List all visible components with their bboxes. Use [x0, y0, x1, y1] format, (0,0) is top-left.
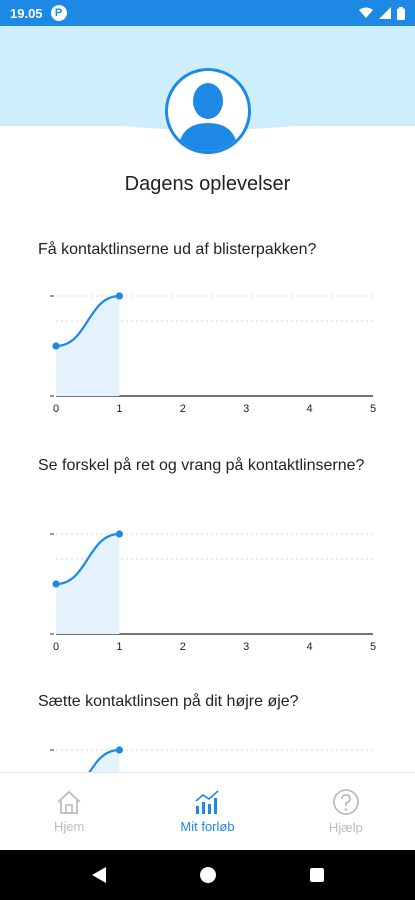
user-icon: [168, 71, 248, 151]
home-circle-icon[interactable]: [199, 866, 217, 884]
system-nav-bar: [0, 850, 415, 900]
data-point: [52, 342, 59, 349]
chart-area: [56, 534, 119, 634]
x-tick-label: 2: [179, 641, 186, 653]
x-tick-label: 1: [116, 403, 123, 415]
x-tick-label: 0: [52, 641, 60, 653]
x-tick-label: 4: [306, 403, 313, 415]
x-tick-label: 5: [369, 403, 377, 415]
nav-item-mit-forlob[interactable]: [152, 789, 262, 834]
chart-2-svg: [38, 524, 388, 664]
battery-icon: [397, 7, 405, 20]
status-time: 19.05: [10, 5, 43, 21]
chart-area: [56, 750, 119, 772]
data-point: [116, 292, 123, 299]
question-2: Se forskel på ret og vrang på kontaktlinserne?: [38, 457, 365, 474]
nav-label-mit-forlob: Mit forløb: [180, 819, 235, 834]
x-tick-label: 4: [306, 641, 313, 653]
wifi-icon: [359, 7, 373, 19]
x-tick-label: 5: [369, 641, 377, 653]
app-notification-icon: P: [51, 5, 67, 21]
x-tick-label: 3: [243, 641, 250, 653]
data-point: [52, 580, 59, 587]
data-point: [116, 530, 123, 537]
status-indicators: [359, 7, 405, 20]
bottom-nav: [0, 772, 415, 850]
x-tick-label: 1: [116, 641, 123, 653]
avatar[interactable]: [165, 68, 251, 154]
nav-item-help[interactable]: [291, 788, 401, 835]
x-tick-label: 3: [243, 403, 250, 415]
x-tick-label: 0: [52, 403, 60, 415]
chart-3-svg: [38, 740, 388, 772]
x-tick-label: 2: [179, 403, 186, 415]
data-point: [116, 746, 123, 753]
chart-1-svg: [38, 286, 388, 426]
question-1: Få kontaktlinserne ud af blisterpakken?: [38, 241, 317, 258]
chart-1: [38, 286, 388, 426]
home-icon: [55, 789, 83, 815]
chart-icon: [193, 789, 221, 815]
signal-icon: [379, 7, 391, 19]
nav-label-home: Hjem: [53, 819, 85, 834]
question-3: Sætte kontaktlinsen på dit højre øje?: [38, 693, 299, 710]
chart-3: [38, 740, 388, 772]
chart-2: [38, 524, 388, 664]
recents-icon[interactable]: [309, 867, 325, 883]
chart-area: [56, 296, 119, 396]
status-bar: [0, 0, 415, 26]
back-icon[interactable]: [91, 866, 107, 884]
help-icon: [332, 788, 360, 816]
nav-item-home[interactable]: [14, 789, 124, 834]
nav-label-help: Hjælp: [328, 820, 363, 835]
page-title: Dagens oplevelser: [124, 173, 291, 195]
